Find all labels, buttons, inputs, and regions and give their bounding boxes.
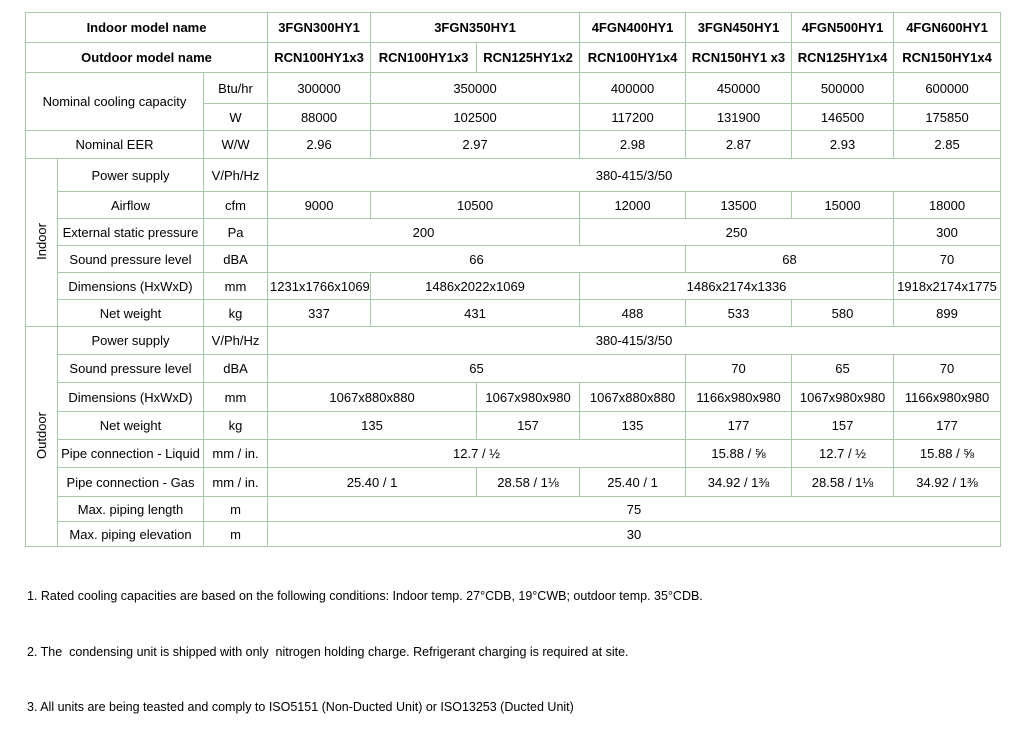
footnote-2: 2. The condensing unit is shipped with only nitrogen holding charge. Refrigerant charging is required at site. <box>27 644 629 659</box>
outdoor-dimensions-value: 1067x880x880 <box>268 383 477 412</box>
outdoor-net-weight-value: 135 <box>580 412 686 440</box>
row-indoor-model <box>26 13 1001 43</box>
unit-cell: mm / in. <box>204 468 268 497</box>
capacity-btu-value: 600000 <box>894 73 1001 104</box>
row-outdoor-model <box>26 43 1001 73</box>
outdoor-dimensions-value: 1166x980x980 <box>894 383 1001 412</box>
indoor-net-weight-value: 431 <box>371 300 580 327</box>
outdoor-dimensions-value: 1067x880x880 <box>580 383 686 412</box>
indoor-dimensions-value: 1231x1766x1069 <box>268 273 371 300</box>
eer-value: 2.85 <box>894 131 1001 159</box>
eer-value: 2.98 <box>580 131 686 159</box>
indoor-net-weight-value: 488 <box>580 300 686 327</box>
row-max-piping-length <box>26 497 1001 522</box>
outdoor-spl-value: 70 <box>686 355 792 383</box>
max-piping-length-value: 75 <box>268 497 1001 522</box>
row-indoor-esp <box>26 219 1001 246</box>
row-outdoor-dimensions <box>26 383 1001 412</box>
outdoor-model-value: RCN100HY1x3 <box>268 43 371 73</box>
outdoor-power-supply-label: Power supply <box>58 327 204 355</box>
unit-cell: V/Ph/Hz <box>204 327 268 355</box>
row-pipe-liquid <box>26 440 1001 468</box>
indoor-net-weight-label: Net weight <box>58 300 204 327</box>
outdoor-spl-value: 65 <box>268 355 686 383</box>
indoor-model-value: 3FGN300HY1 <box>268 13 371 43</box>
outdoor-net-weight-value: 157 <box>792 412 894 440</box>
outdoor-net-weight-value: 177 <box>686 412 792 440</box>
indoor-sound-pressure-label: Sound pressure level <box>58 246 204 273</box>
outdoor-dimensions-value: 1166x980x980 <box>686 383 792 412</box>
outdoor-spl-value: 70 <box>894 355 1001 383</box>
indoor-dimensions-value: 1486x2174x1336 <box>580 273 894 300</box>
outdoor-dimensions-label: Dimensions (HxWxD) <box>58 383 204 412</box>
indoor-model-value: 4FGN600HY1 <box>894 13 1001 43</box>
capacity-btu-value: 450000 <box>686 73 792 104</box>
outdoor-section-label-text: Outdoor <box>34 411 49 459</box>
row-indoor-dimensions <box>26 273 1001 300</box>
airflow-value: 15000 <box>792 192 894 219</box>
outdoor-power-supply-value: 380-415/3/50 <box>268 327 1001 355</box>
outdoor-model-value: RCN150HY1x4 <box>894 43 1001 73</box>
indoor-net-weight-value: 580 <box>792 300 894 327</box>
unit-cell: m <box>204 497 268 522</box>
outdoor-model-value: RCN150HY1 x3 <box>686 43 792 73</box>
eer-value: 2.97 <box>371 131 580 159</box>
outdoor-section-label <box>26 327 58 547</box>
eer-value: 2.87 <box>686 131 792 159</box>
row-indoor-net-weight <box>26 300 1001 327</box>
airflow-label: Airflow <box>58 192 204 219</box>
pipe-liquid-value: 12.7 / ½ <box>268 440 686 468</box>
unit-cell: kg <box>204 412 268 440</box>
indoor-model-value: 4FGN500HY1 <box>792 13 894 43</box>
pipe-gas-value: 28.58 / 1⅛ <box>477 468 580 497</box>
indoor-model-value: 4FGN400HY1 <box>580 13 686 43</box>
esp-value: 200 <box>268 219 580 246</box>
row-indoor-power-supply <box>26 159 1001 192</box>
cooling-capacity-label: Nominal cooling capacity <box>26 73 204 131</box>
capacity-btu-value: 400000 <box>580 73 686 104</box>
max-piping-elevation-value: 30 <box>268 522 1001 547</box>
outdoor-net-weight-value: 177 <box>894 412 1001 440</box>
outdoor-model-name-label: Outdoor model name <box>26 43 268 73</box>
outdoor-net-weight-label: Net weight <box>58 412 204 440</box>
outdoor-dimensions-value: 1067x980x980 <box>792 383 894 412</box>
outdoor-spl-value: 65 <box>792 355 894 383</box>
indoor-spl-value: 68 <box>686 246 894 273</box>
indoor-spl-value: 70 <box>894 246 1001 273</box>
pipe-gas-value: 34.92 / 1⅜ <box>686 468 792 497</box>
unit-cell: Pa <box>204 219 268 246</box>
outdoor-model-value: RCN100HY1x3 <box>371 43 477 73</box>
capacity-btu-value: 500000 <box>792 73 894 104</box>
esp-value: 250 <box>580 219 894 246</box>
esp-value: 300 <box>894 219 1001 246</box>
unit-cell: cfm <box>204 192 268 219</box>
indoor-net-weight-value: 533 <box>686 300 792 327</box>
footnote-1: 1. Rated cooling capacities are based on the following conditions: Indoor temp. 27°CDB, 19°CWB; outdoor temp. 35°CDB. <box>27 589 703 603</box>
row-eer <box>26 131 1001 159</box>
unit-cell: mm / in. <box>204 440 268 468</box>
outdoor-model-value: RCN100HY1x4 <box>580 43 686 73</box>
capacity-btu-value: 300000 <box>268 73 371 104</box>
eer-value: 2.93 <box>792 131 894 159</box>
capacity-w-value: 88000 <box>268 104 371 131</box>
airflow-value: 9000 <box>268 192 371 219</box>
unit-cell: mm <box>204 383 268 412</box>
indoor-spl-value: 66 <box>268 246 686 273</box>
outdoor-net-weight-value: 157 <box>477 412 580 440</box>
unit-cell: V/Ph/Hz <box>204 159 268 192</box>
indoor-model-value: 3FGN450HY1 <box>686 13 792 43</box>
unit-cell: W/W <box>204 131 268 159</box>
external-static-pressure-label: External static pressure <box>58 219 204 246</box>
outdoor-sound-pressure-label: Sound pressure level <box>58 355 204 383</box>
pipe-liquid-value: 12.7 / ½ <box>792 440 894 468</box>
pipe-liquid-value: 15.88 / ⅝ <box>686 440 792 468</box>
indoor-dimensions-value: 1918x2174x1775 <box>894 273 1001 300</box>
row-indoor-spl <box>26 246 1001 273</box>
indoor-model-name-label: Indoor model name <box>26 13 268 43</box>
airflow-value: 13500 <box>686 192 792 219</box>
spec-table <box>25 12 1001 547</box>
pipe-gas-value: 28.58 / 1⅛ <box>792 468 894 497</box>
outdoor-net-weight-value: 135 <box>268 412 477 440</box>
indoor-section-label <box>26 159 58 327</box>
row-cooling-capacity-btu <box>26 73 1001 104</box>
max-piping-elevation-label: Max. piping elevation <box>58 522 204 547</box>
row-outdoor-power-supply <box>26 327 1001 355</box>
indoor-power-supply-value: 380-415/3/50 <box>268 159 1001 192</box>
footnote-3: 3. All units are being teasted and comply to ISO5151 (Non-Ducted Unit) or ISO13253 (Ducted Unit) <box>27 700 574 714</box>
capacity-w-value: 102500 <box>371 104 580 131</box>
indoor-dimensions-label: Dimensions (HxWxD) <box>58 273 204 300</box>
unit-cell: dBA <box>204 355 268 383</box>
indoor-power-supply-label: Power supply <box>58 159 204 192</box>
unit-cell: dBA <box>204 246 268 273</box>
unit-cell: m <box>204 522 268 547</box>
capacity-w-value: 146500 <box>792 104 894 131</box>
pipe-gas-value: 25.40 / 1 <box>580 468 686 497</box>
indoor-net-weight-value: 337 <box>268 300 371 327</box>
indoor-dimensions-value: 1486x2022x1069 <box>371 273 580 300</box>
eer-label: Nominal EER <box>26 131 204 159</box>
pipe-liquid-value: 15.88 / ⅝ <box>894 440 1001 468</box>
row-max-piping-elevation <box>26 522 1001 547</box>
pipe-gas-value: 34.92 / 1⅜ <box>894 468 1001 497</box>
airflow-value: 10500 <box>371 192 580 219</box>
outdoor-dimensions-value: 1067x980x980 <box>477 383 580 412</box>
pipe-gas-label: Pipe connection - Gas <box>58 468 204 497</box>
capacity-w-value: 117200 <box>580 104 686 131</box>
row-outdoor-spl <box>26 355 1001 383</box>
capacity-w-value: 175850 <box>894 104 1001 131</box>
unit-cell: mm <box>204 273 268 300</box>
row-pipe-gas <box>26 468 1001 497</box>
max-piping-length-label: Max. piping length <box>58 497 204 522</box>
row-indoor-airflow <box>26 192 1001 219</box>
pipe-gas-value: 25.40 / 1 <box>268 468 477 497</box>
outdoor-model-value: RCN125HY1x2 <box>477 43 580 73</box>
capacity-w-value: 131900 <box>686 104 792 131</box>
airflow-value: 18000 <box>894 192 1001 219</box>
indoor-net-weight-value: 899 <box>894 300 1001 327</box>
unit-cell: W <box>204 104 268 131</box>
indoor-model-value: 3FGN350HY1 <box>371 13 580 43</box>
airflow-value: 12000 <box>580 192 686 219</box>
outdoor-model-value: RCN125HY1x4 <box>792 43 894 73</box>
unit-cell: kg <box>204 300 268 327</box>
pipe-liquid-label: Pipe connection - Liquid <box>58 440 204 468</box>
capacity-btu-value: 350000 <box>371 73 580 104</box>
indoor-section-label-text: Indoor <box>34 222 49 260</box>
eer-value: 2.96 <box>268 131 371 159</box>
row-outdoor-net-weight <box>26 412 1001 440</box>
footnotes <box>27 550 703 754</box>
unit-cell: Btu/hr <box>204 73 268 104</box>
